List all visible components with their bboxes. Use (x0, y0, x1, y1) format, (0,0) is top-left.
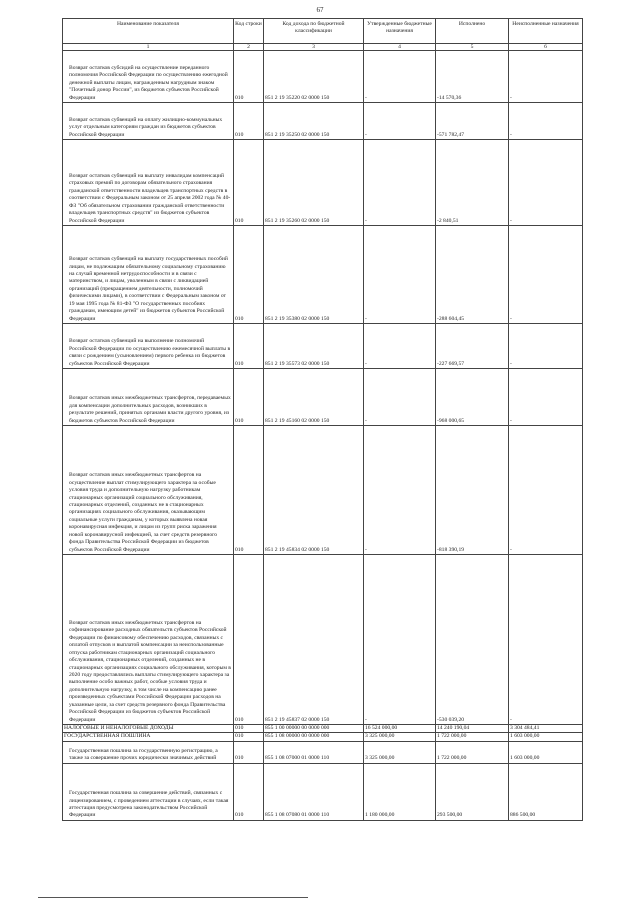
row-name: Возврат остатков субвенций на выплату инвалидам компенсаций страховых премий по договорам обязательного страхования гражданской ответственности владельцев транспортных средств в соответствии с Федеральным законом от 25 апреля 2002 года № 40-ФЗ "Об обязательном страховании гражданской ответственности владельцев транспортных средств" из бюджетов субъектов Российской Федерации (63, 140, 234, 226)
row-name: Возврат остатков субвенций на выполнение полномочий Российской Федерации по осуществлению ежемесячной выплаты в связи с рождением (усыновлением) первого ребенка из бюджетов субъектов Российской Федерации (63, 324, 234, 369)
row-name: Государственная пошлина за государственную регистрацию, а также за совершение прочих юридически значимых действий (63, 741, 234, 763)
row-income-code: 851 2 19 35380 02 0000 150 (264, 226, 364, 324)
row-executed: -288 604,45 (436, 226, 509, 324)
header-unexecuted: Неисполненные назначения (509, 19, 583, 44)
row-line-code: 010 (234, 369, 264, 426)
row-income-code: 851 2 19 35250 02 0000 150 (264, 103, 364, 140)
row-approved: - (364, 140, 436, 226)
row-income-code: 851 2 19 45834 02 0000 150 (264, 426, 364, 555)
row-executed: -818 390,19 (436, 426, 509, 555)
row-unexecuted: 1 603 000,00 (509, 733, 583, 741)
column-number: 4 (364, 44, 436, 51)
footnote-divider (38, 897, 308, 898)
row-approved: - (364, 103, 436, 140)
row-name: Возврат остатков иных межбюджетных трансфертов на осуществление выплат стимулирующего характера за особые условия труда и дополнительную нагрузку работникам стационарных организаций социального обслуживания, стационарных отделений, созданных не в стационарных организациях социального обслуживания, оказывающим социальные услуги гражданам, у которых выявлена новая коронавирусная инфекция, и лицам из групп риска заражения новой коронавирусной инфекцией, за счет средств резервного фонда Правительства Российской Федерации из бюджетов субъектов Российской Федерации (63, 426, 234, 555)
row-line-code: 010 (234, 725, 264, 733)
row-approved: 16 524 000,00 (364, 725, 436, 733)
row-income-code: 851 2 19 45160 02 0000 150 (264, 369, 364, 426)
table-row (63, 140, 583, 226)
column-number: 6 (509, 44, 583, 51)
budget-execution-table (62, 18, 583, 821)
table-row (63, 51, 583, 103)
row-unexecuted: - (509, 426, 583, 555)
column-number: 5 (436, 44, 509, 51)
column-number: 2 (234, 44, 264, 51)
row-approved: - (364, 426, 436, 555)
row-line-code: 010 (234, 226, 264, 324)
row-executed: -227 669,57 (436, 324, 509, 369)
row-executed: -968 000,65 (436, 369, 509, 426)
row-line-code: 010 (234, 103, 264, 140)
row-line-code: 010 (234, 426, 264, 555)
row-name: Возврат остатков иных межбюджетных трансфертов, передаваемых для компенсации дополнительных расходов, возникших в результате решений, принятых органами власти другого уровня, из бюджетов субъектов Российской Федерации (63, 369, 234, 426)
row-income-code: 851 2 19 35260 02 0000 150 (264, 140, 364, 226)
table-row (63, 555, 583, 725)
row-executed: -571 782,47 (436, 103, 509, 140)
header-income-code: Код дохода по бюджетной классификации (264, 19, 364, 44)
row-income-code: 855 1 08 07000 01 0000 110 (264, 741, 364, 763)
header-line-code: Код строки (234, 19, 264, 44)
column-number: 1 (63, 44, 234, 51)
row-income-code: 851 2 19 35573 02 0000 150 (264, 324, 364, 369)
page-number: 67 (316, 6, 324, 14)
row-approved: - (364, 51, 436, 103)
row-line-code: 010 (234, 51, 264, 103)
row-name: Возврат остатков субвенций на выплату государственных пособий лицам, не подлежащим обязательному социальному страхованию на случай временной нетрудоспособности и в связи с материнством, и лицам, уволенным в связи с ликвидацией организаций (прекращением деятельности, полномочий физическими лицами), в соответствии с Федеральным законом от 19 мая 1995 года № 81-ФЗ "О государственных пособиях гражданам, имеющим детей" из бюджетов субъектов Российской Федерации (63, 226, 234, 324)
row-approved: 1 180 000,00 (364, 763, 436, 820)
row-line-code: 010 (234, 140, 264, 226)
row-name: Государственная пошлина за совершение действий, связанных с лицензированием, с проведением аттестации в случаях, если такая аттестация предусмотрена законодательством Российской Федерации (63, 763, 234, 820)
row-line-code: 010 (234, 555, 264, 725)
row-line-code: 010 (234, 324, 264, 369)
row-executed: -2 840,51 (436, 140, 509, 226)
row-income-code: 855 1 08 07080 01 0000 110 (264, 763, 364, 820)
row-unexecuted: 1 603 000,00 (509, 741, 583, 763)
row-unexecuted: - (509, 369, 583, 426)
row-unexecuted: - (509, 555, 583, 725)
row-unexecuted: - (509, 51, 583, 103)
row-approved: 3 325 000,00 (364, 733, 436, 741)
row-income-code: 855 1 00 00000 00 0000 000 (264, 725, 364, 733)
row-income-code: 851 2 19 35220 02 0000 150 (264, 51, 364, 103)
header-approved: Утвержденные бюджетные назначения (364, 19, 436, 44)
row-name: ГОСУДАРСТВЕННАЯ ПОШЛИНА (63, 733, 234, 741)
row-unexecuted: 886 500,00 (509, 763, 583, 820)
table-row (63, 725, 583, 733)
row-unexecuted: - (509, 140, 583, 226)
row-approved: - (364, 555, 436, 725)
table-row (63, 426, 583, 555)
row-line-code: 010 (234, 741, 264, 763)
table-row (63, 226, 583, 324)
row-approved: - (364, 226, 436, 324)
table-row (63, 369, 583, 426)
row-executed: 1 722 000,00 (436, 733, 509, 741)
table-row (63, 763, 583, 820)
row-approved: - (364, 369, 436, 426)
row-income-code: 855 1 08 00000 00 0000 000 (264, 733, 364, 741)
row-approved: - (364, 324, 436, 369)
table-row (63, 324, 583, 369)
table-row (63, 103, 583, 140)
row-line-code: 010 (234, 763, 264, 820)
row-income-code: 851 2 19 45837 02 0000 150 (264, 555, 364, 725)
row-line-code: 010 (234, 733, 264, 741)
row-unexecuted: - (509, 103, 583, 140)
row-approved: 3 325 000,00 (364, 741, 436, 763)
row-name: Возврат остатков субвенций на оплату жилищно-коммунальных услуг отдельным категориям граждан из бюджетов субъектов Российской Федерации (63, 103, 234, 140)
row-executed: 14 240 190,04 (436, 725, 509, 733)
table-row (63, 733, 583, 741)
row-unexecuted: - (509, 324, 583, 369)
row-name: Возврат остатков субсидий на осуществление переданного полномочия Российской Федерации по осуществлению ежегодной денежной выплаты лицам, награжденным нагрудным знаком "Почетный донор России", из бюджетов субъектов Российской Федерации (63, 51, 234, 103)
row-executed: 293 500,00 (436, 763, 509, 820)
row-unexecuted: 3 304 484,41 (509, 725, 583, 733)
row-name: Возврат остатков иных межбюджетных трансфертов на софинансирование расходных обязательств субъектов Российской Федерации по финансовому обеспечению расходов, связанных с оплатой отпусков и выплатой компенсации за неиспользованные отпуска работникам стационарных организаций социального обслуживания, стационарных отделений, созданных не в стационарных организациях социального обслуживания, которым в 2020 году предоставлялись выплаты стимулирующего характера за выполнение особо важных работ, особые условия труда и дополнительную нагрузку, в том числе на компенсацию ранее произведенных субъектами Российской Федерации расходов на указанные цели, за счет средств резервного фонда Правительства Российской Федерации из бюджетов субъектов Российской Федерации (63, 555, 234, 725)
row-executed: -14 570,36 (436, 51, 509, 103)
row-executed: 1 722 000,00 (436, 741, 509, 763)
header-executed: Исполнено (436, 19, 509, 44)
table-row (63, 741, 583, 763)
column-number: 3 (264, 44, 364, 51)
header-name: Наименование показателя (63, 19, 234, 44)
row-executed: -530 039,20 (436, 555, 509, 725)
header-row (63, 19, 583, 44)
row-name: НАЛОГОВЫЕ И НЕНАЛОГОВЫЕ ДОХОДЫ (63, 725, 234, 733)
column-number-row (63, 44, 583, 51)
row-unexecuted: - (509, 226, 583, 324)
